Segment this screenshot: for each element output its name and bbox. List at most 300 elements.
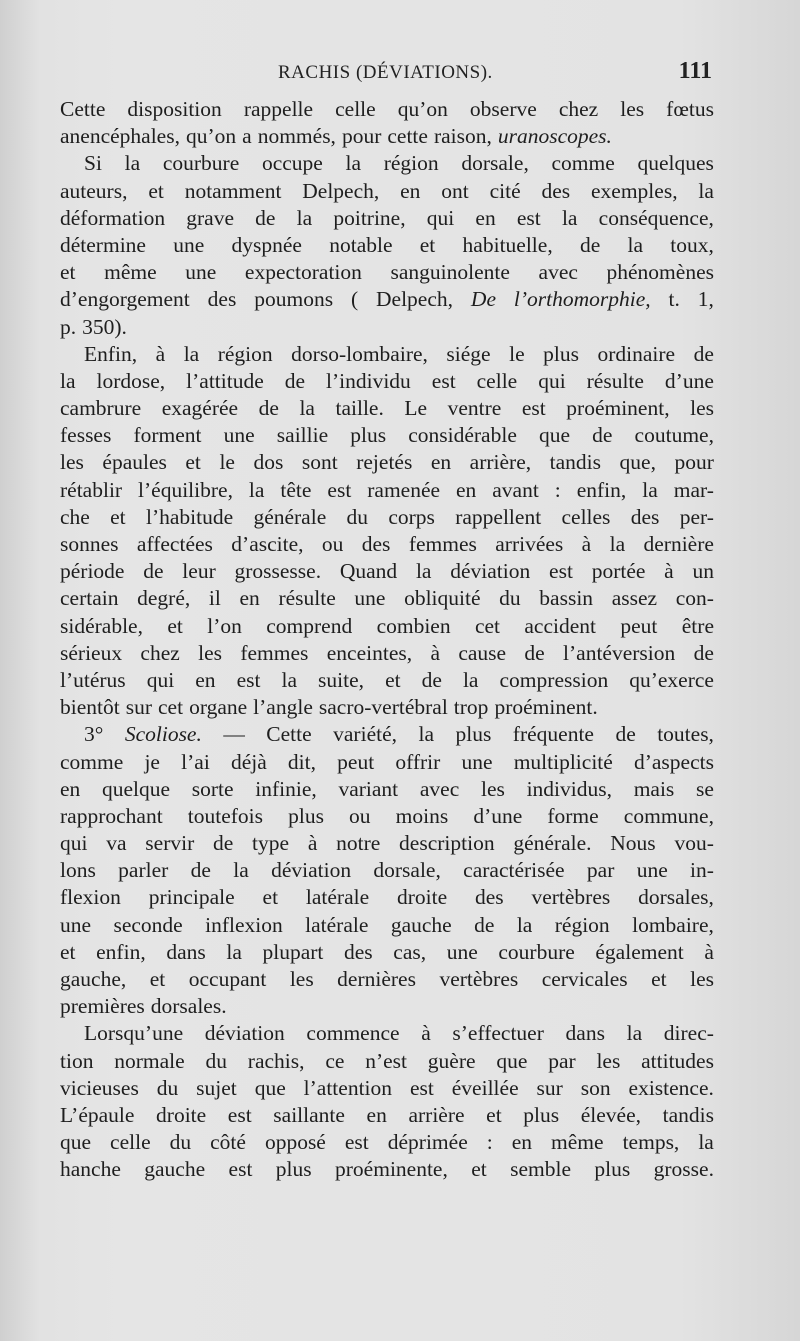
word: femmes <box>240 640 309 665</box>
word: habituelle, <box>462 232 553 257</box>
word: Lorsqu’une <box>84 1021 184 1046</box>
word: plus <box>523 1102 560 1127</box>
word: lons <box>60 858 96 883</box>
text-line <box>60 205 714 232</box>
word: vertèbres <box>439 967 519 991</box>
word: cette <box>387 124 428 149</box>
word: organe <box>189 695 248 720</box>
word: disposition <box>127 97 222 121</box>
word: combien <box>376 613 451 638</box>
text-line <box>60 449 714 476</box>
word: une <box>173 232 205 257</box>
word: rappellent <box>455 504 542 529</box>
word: Enfin, <box>84 341 138 366</box>
word: leur <box>182 559 216 584</box>
text-line <box>60 178 714 205</box>
paragraph <box>60 721 714 1020</box>
word: Delpech, <box>302 178 380 203</box>
word: des <box>541 178 571 203</box>
word: temps, <box>622 1130 680 1155</box>
word: de <box>212 831 234 856</box>
word: fréquente <box>512 722 594 747</box>
word: quelques <box>637 151 714 176</box>
word: conséquence, <box>598 205 714 230</box>
word: l’ai <box>181 749 210 774</box>
word: comprend <box>266 613 353 638</box>
word: forment <box>133 423 202 448</box>
running-title-sub: (DÉVIATIONS). <box>355 62 493 83</box>
word: en <box>60 776 81 801</box>
word: ce <box>325 1048 345 1073</box>
word: déviation <box>204 1021 285 1046</box>
word: une <box>636 858 668 883</box>
word: je <box>144 749 160 774</box>
word: l’individu <box>326 368 411 393</box>
word: flexion <box>60 885 121 910</box>
word: fœtus <box>666 97 714 121</box>
word: de <box>190 858 211 883</box>
word: inflexion <box>205 912 283 937</box>
word: rétablir <box>60 477 123 502</box>
word: l’attention <box>303 1075 393 1100</box>
word: ventre <box>447 396 502 421</box>
word: gauche <box>144 1157 206 1182</box>
word: chez <box>558 97 599 121</box>
word: dyspnée <box>231 232 302 257</box>
word: la <box>226 939 242 964</box>
word: rapprochant <box>60 803 163 828</box>
word: la <box>627 232 644 257</box>
word: lordose, <box>96 368 166 393</box>
word: une <box>354 586 386 611</box>
text-line <box>60 749 714 776</box>
word: quelque <box>102 776 171 801</box>
word: en <box>195 667 216 692</box>
word: d’engorgement <box>60 287 190 312</box>
text-line <box>60 314 714 341</box>
word: la <box>233 858 249 883</box>
word: détermine <box>60 232 146 257</box>
word: qu’exerce <box>629 667 714 692</box>
word: à <box>430 640 440 665</box>
word: les <box>289 967 314 991</box>
word: sont <box>301 450 338 475</box>
word: la <box>345 151 362 176</box>
word: ou <box>321 532 344 556</box>
word: principale <box>148 885 235 910</box>
word: de <box>143 559 164 584</box>
word: Si <box>84 151 102 176</box>
word: d’une <box>664 368 714 393</box>
word: commune, <box>623 803 714 828</box>
word: la <box>642 477 658 502</box>
word: et <box>148 178 164 203</box>
word: déjà <box>230 749 267 774</box>
word: n’est <box>365 1048 407 1073</box>
word: et <box>60 260 76 285</box>
word: uranoscopes. <box>497 124 612 149</box>
word: les <box>60 450 84 475</box>
word: que <box>538 423 571 448</box>
word: épaules <box>102 450 167 475</box>
text-line <box>60 694 714 721</box>
word: de <box>592 423 613 448</box>
word: est <box>409 1075 434 1100</box>
running-title <box>278 62 493 84</box>
word: à <box>155 341 166 366</box>
word: de <box>524 640 545 665</box>
word: et <box>60 939 76 964</box>
word: comme <box>551 151 615 176</box>
word: la <box>698 1130 714 1155</box>
text-line <box>60 123 714 150</box>
word: des <box>630 504 660 529</box>
word: semble <box>510 1157 572 1182</box>
word: est <box>236 667 261 692</box>
word: même <box>104 260 157 285</box>
word: courbure <box>498 939 575 964</box>
paragraph <box>60 150 714 340</box>
word: poumons <box>254 287 334 312</box>
word: et <box>486 1102 502 1127</box>
word: plus <box>455 722 492 747</box>
word: dorsales, <box>638 885 714 910</box>
text-line <box>60 341 714 368</box>
word: bientôt <box>60 695 120 720</box>
word: d’aspects <box>633 749 714 774</box>
word: cambrure <box>60 396 142 421</box>
running-title-main: RACHIS <box>278 62 351 83</box>
word: sidérable, <box>60 613 143 638</box>
word: offrir <box>395 749 441 774</box>
word: cité <box>489 178 521 203</box>
word: à <box>704 939 714 964</box>
word: peut <box>337 749 375 774</box>
word: occupant <box>188 967 267 991</box>
word: observe <box>469 97 537 121</box>
word: par <box>548 1048 576 1073</box>
text-line <box>60 395 714 422</box>
word: la <box>698 178 714 203</box>
word: individus, <box>526 776 612 801</box>
word: fesses <box>60 423 112 448</box>
word: et <box>185 450 201 475</box>
word: plus <box>275 1157 312 1182</box>
word: notable <box>329 232 393 257</box>
word: de <box>284 368 306 393</box>
word: avec <box>419 776 460 801</box>
word: se <box>696 776 714 801</box>
word: son <box>580 1075 611 1100</box>
word: mar- <box>673 477 714 502</box>
word: latérale <box>305 912 369 937</box>
text-line <box>60 1075 714 1102</box>
word: la <box>124 151 141 176</box>
word: proéminent. <box>494 695 598 720</box>
word: toux, <box>670 232 714 257</box>
word: toutes, <box>657 722 714 747</box>
word: les <box>198 640 223 665</box>
word: générale. <box>513 831 592 856</box>
word: est <box>549 559 573 584</box>
word: seconde <box>113 912 183 937</box>
word: auteurs, <box>60 178 128 203</box>
word: la <box>296 205 313 230</box>
word: que <box>60 1130 92 1155</box>
word: Delpech, <box>376 287 454 312</box>
word: des <box>474 885 504 910</box>
text-line <box>60 830 714 857</box>
word: : <box>554 477 561 502</box>
word: ramenée <box>367 477 441 502</box>
word: cet <box>474 613 501 638</box>
word: trop <box>453 695 489 720</box>
word: une <box>60 912 92 937</box>
word: — <box>223 722 245 747</box>
word: per- <box>679 504 714 529</box>
word: exagérée <box>161 396 239 421</box>
word: vicieuses <box>60 1075 139 1100</box>
word: les <box>690 967 714 991</box>
word: qui <box>426 205 455 230</box>
word: normale <box>114 1048 185 1073</box>
word: à <box>581 532 592 556</box>
word: déviation <box>271 858 352 883</box>
word: plus <box>350 423 387 448</box>
word: forme <box>547 803 599 828</box>
text-line <box>60 1048 714 1075</box>
word: pour <box>674 450 714 475</box>
word: l’antéversion <box>563 640 676 665</box>
word: en <box>475 205 496 230</box>
word: coutume, <box>634 423 714 448</box>
word: droite <box>396 885 448 910</box>
word: description <box>399 831 495 856</box>
word: Nous <box>610 831 656 856</box>
word: vou- <box>674 831 714 856</box>
word: dans <box>166 939 206 964</box>
word: côté <box>210 1130 246 1155</box>
word: pour <box>341 124 382 149</box>
word: celle <box>335 97 376 121</box>
text-line <box>60 477 714 504</box>
word: anencéphales, <box>60 124 180 149</box>
text-line <box>60 803 714 830</box>
word: notre <box>336 831 381 856</box>
text-line <box>60 912 714 939</box>
word: Quand <box>339 559 398 584</box>
word: plupart <box>262 939 324 964</box>
word: certain <box>60 586 119 611</box>
word: expectoration <box>244 260 362 285</box>
word: portée <box>591 559 646 584</box>
word: ont <box>441 178 469 203</box>
word: est <box>516 205 541 230</box>
word: résulte <box>586 368 644 393</box>
word: L’épaule <box>60 1102 135 1127</box>
word: ( <box>350 287 359 312</box>
word: avec <box>538 260 578 285</box>
word: compression <box>499 667 609 692</box>
word: gauche, <box>60 967 127 991</box>
word: qu’on <box>185 124 237 149</box>
word: et <box>262 885 279 910</box>
word: générale <box>253 504 327 529</box>
word: chez <box>140 640 180 665</box>
word: suite, <box>318 667 365 692</box>
word: qui <box>60 831 88 856</box>
word: dorsale, <box>461 151 529 176</box>
text-line <box>60 531 714 558</box>
text-line <box>60 96 714 123</box>
word: direc- <box>663 1021 714 1046</box>
word: une <box>461 749 493 774</box>
paragraph <box>60 96 714 150</box>
word: sujet <box>196 1075 237 1100</box>
word: celles <box>561 504 611 529</box>
word: l’équilibre, <box>138 477 233 502</box>
word: dorso-lombaire, <box>291 341 428 366</box>
text-line <box>60 1156 714 1183</box>
word: cet <box>158 695 184 720</box>
word: région <box>554 912 610 937</box>
word: accident <box>524 613 597 638</box>
word: du <box>156 1075 179 1100</box>
word: in- <box>690 858 714 883</box>
word: a <box>242 124 252 149</box>
word: les <box>690 396 714 421</box>
word: celle <box>476 368 518 393</box>
word: Cette <box>60 97 106 121</box>
word: t. <box>668 287 680 312</box>
word: hanche <box>60 1157 121 1182</box>
word: une <box>185 260 217 285</box>
word: l’on <box>207 613 242 638</box>
word: est <box>228 1157 253 1182</box>
word: des <box>361 532 391 556</box>
word: siége <box>446 341 491 366</box>
word: notamment <box>184 178 282 203</box>
word: sanguinolente <box>390 260 510 285</box>
word: assez <box>611 586 658 611</box>
word: d’une <box>473 803 523 828</box>
word: la <box>462 667 479 692</box>
word: plus <box>543 341 579 366</box>
text-line <box>60 1102 714 1129</box>
word: il <box>208 586 221 611</box>
word: plus <box>594 1157 631 1182</box>
word: tion <box>60 1048 94 1073</box>
word: 1, <box>697 287 714 312</box>
word: grosse. <box>653 1157 714 1182</box>
word: sur <box>125 695 152 720</box>
text-line <box>60 150 714 177</box>
word: bassin <box>539 586 594 611</box>
word: la <box>60 368 76 393</box>
word: proéminente, <box>335 1157 448 1182</box>
word: dans <box>565 1021 605 1046</box>
word: Scoliose. <box>124 722 202 747</box>
word: arrière <box>408 1102 465 1127</box>
word: considérable <box>408 423 517 448</box>
word: plus <box>288 803 324 828</box>
word: la <box>248 477 265 502</box>
word: type <box>252 831 290 856</box>
word: et <box>149 967 166 991</box>
word: exemples, <box>591 178 678 203</box>
word: de <box>579 232 601 257</box>
word: dos <box>253 450 284 475</box>
word: en <box>456 477 477 502</box>
text-line <box>60 585 714 612</box>
word: du <box>169 1130 192 1155</box>
word: et <box>385 667 401 692</box>
word: dit, <box>287 749 316 774</box>
word: parler <box>118 858 169 883</box>
word: région <box>383 151 439 176</box>
word: déviation <box>450 559 531 584</box>
word: la <box>609 532 626 556</box>
word: saillie <box>276 423 329 448</box>
word: servir <box>145 831 195 856</box>
text-line <box>60 558 714 585</box>
word: est <box>344 1130 369 1155</box>
word: infinie, <box>255 776 317 801</box>
word: de <box>693 341 714 366</box>
word: de <box>258 396 279 421</box>
word: du <box>346 504 369 529</box>
word: sacro-vertébral <box>318 695 448 720</box>
text-line <box>60 884 714 911</box>
word: la <box>516 912 533 937</box>
word: les <box>596 1048 621 1073</box>
word: premières <box>60 994 145 1019</box>
word: que, <box>619 450 656 475</box>
page-number: 111 <box>678 58 712 84</box>
text-line <box>60 368 714 395</box>
word: à <box>421 1021 431 1046</box>
word: en <box>400 178 421 203</box>
word: ordinaire <box>597 341 676 366</box>
word: de <box>421 667 442 692</box>
text-line <box>60 232 714 259</box>
word: con- <box>675 586 714 611</box>
word: et <box>110 504 126 529</box>
word: saillante <box>273 1102 345 1127</box>
word: en <box>366 1102 387 1127</box>
word: enceintes, <box>326 640 413 665</box>
text-line <box>60 667 714 694</box>
word: raison, <box>433 124 492 149</box>
word: latérale <box>305 885 370 910</box>
word: : <box>486 1130 493 1155</box>
word: femmes <box>408 532 477 556</box>
word: la <box>626 1021 643 1046</box>
word: également <box>595 939 684 964</box>
word: s’effectuer <box>452 1021 544 1046</box>
word: que <box>254 1075 286 1100</box>
word: et <box>167 613 183 638</box>
word: qui <box>146 667 175 692</box>
text-line <box>60 286 714 313</box>
word: sérieux <box>60 640 123 665</box>
word: en <box>511 1130 533 1155</box>
word: un <box>692 559 714 584</box>
word: obliquité <box>404 586 481 611</box>
word: être <box>681 613 714 638</box>
word: moins <box>395 803 449 828</box>
word: nommés, <box>257 124 336 149</box>
